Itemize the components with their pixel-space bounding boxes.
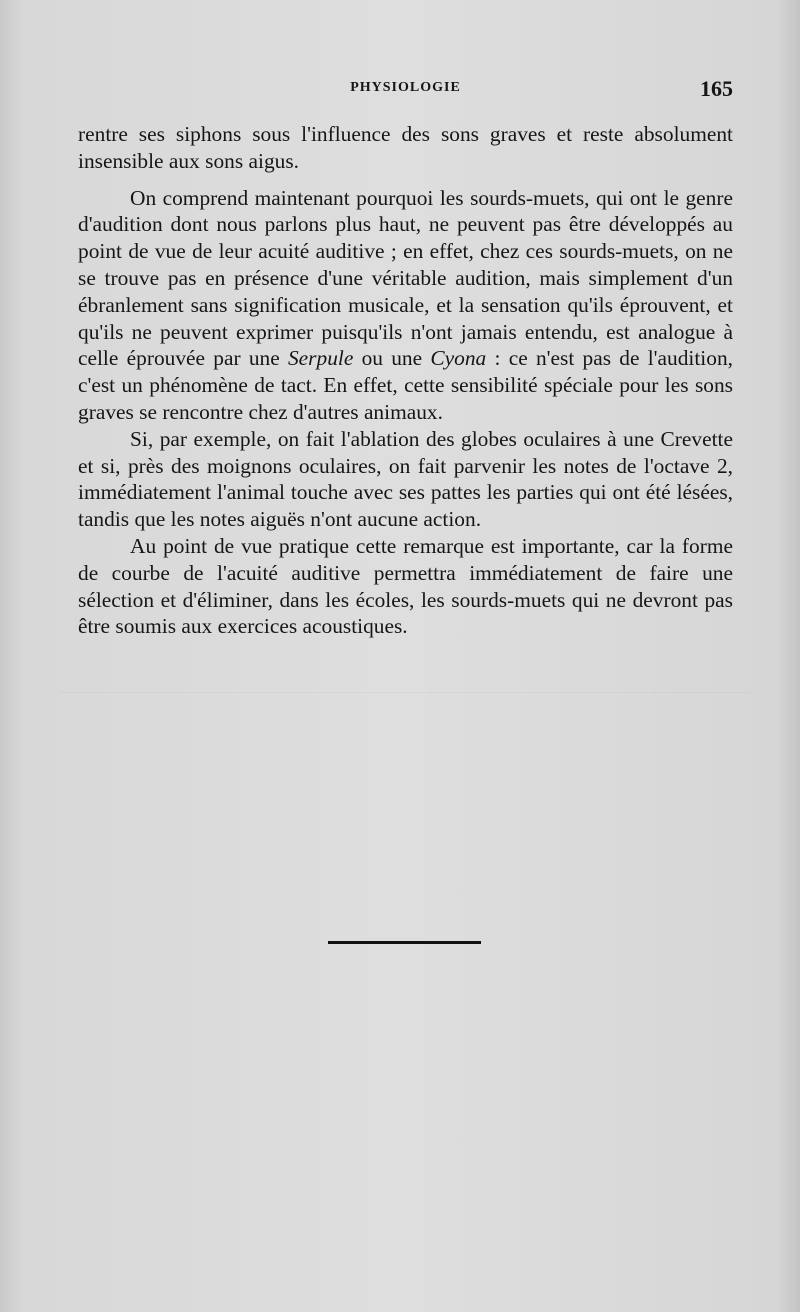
paragraph-1: rentre ses siphons sous l'influence des sons graves et reste absolument insensible aux sons aigus. xyxy=(78,122,733,173)
paragraph-3: Si, par exemple, on fait l'ablation des globes oculaires à une Crevette et si, près des moignons oculaires, on fait parvenir les notes de l'octave 2, immédiatement l'animal touche avec ses pattes les parties qui ont été lésées, tandis que les notes aiguës n'ont aucune action. xyxy=(78,426,733,532)
paragraph-2 xyxy=(78,185,733,426)
page-header xyxy=(78,76,733,106)
paragraph-4: Au point de vue pratique cette remarque est importante, car la forme de courbe de l'acuité auditive permettra immédiatement de faire une sélection et d'éliminer, dans les écoles, les sourds-muets qui ne devront pas être soumis aux exercices acoustiques. xyxy=(78,533,733,639)
page-number: 165 xyxy=(700,76,733,101)
species-cyona: Cyona xyxy=(430,346,487,371)
paragraph-2-text-b: ou une xyxy=(353,346,431,371)
section-end-rule xyxy=(328,941,481,944)
body-text xyxy=(78,121,733,640)
species-serpule: Serpule xyxy=(287,346,354,371)
running-title: PHYSIOLOGIE xyxy=(350,80,461,95)
bleed-through-texture xyxy=(60,680,750,693)
paragraph-2-text-a: On comprend maintenant pourquoi les sourds-muets, qui ont le genre d'audition dont nous parlons plus haut, ne peuvent pas être développés au point de vue de leur acuité auditive ; en effet, chez ces sourds-muets, on ne se trouve pas en présence d'une véritable audition, mais simplement d'un ébranlement sans signification musicale, et la sensation qu'ils éprouvent, et qu'ils ne peuvent exprimer puisqu'ils n'ont jamais entendu, est analogue à celle éprouvée par une xyxy=(78,185,733,371)
paragraph-2-text-c: : ce n'est pas de l'audition, c'est un phénomène de tact. En effet, cette sensibilité spéciale pour les sons graves se rencontre chez d'autres animaux. xyxy=(78,346,733,424)
